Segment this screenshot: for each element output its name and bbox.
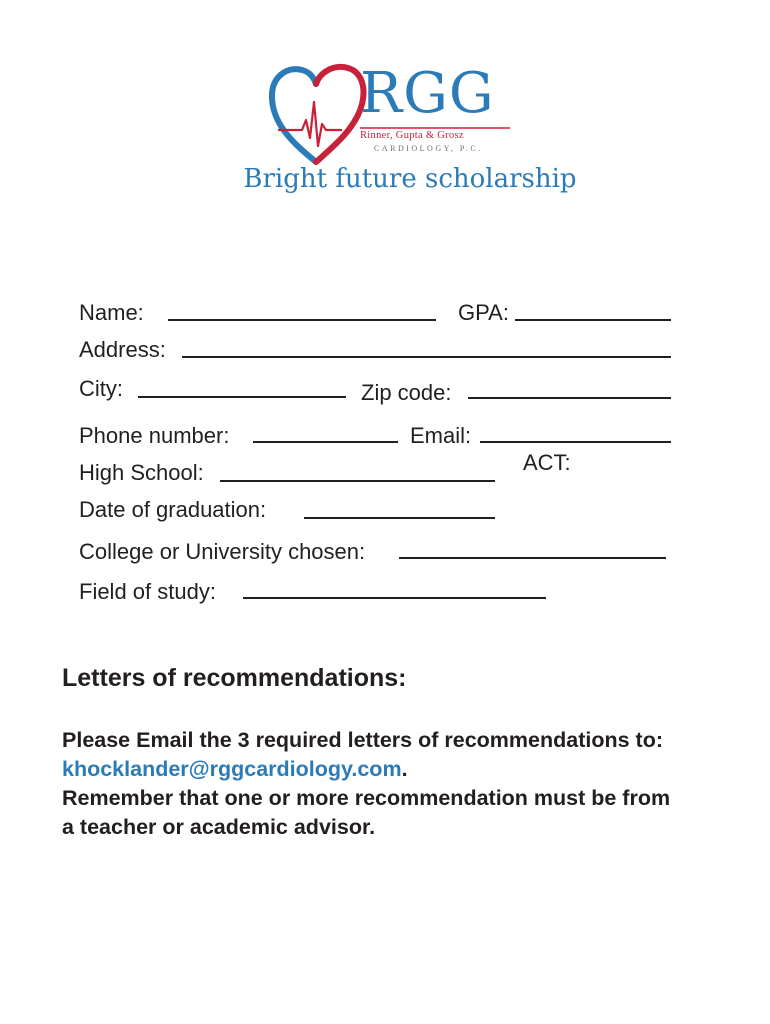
graduation-date-field[interactable] bbox=[304, 517, 495, 519]
email-suffix: . bbox=[401, 757, 408, 781]
logo-company-name: Rinner, Gupta & Grosz bbox=[360, 130, 464, 141]
logo-company-suffix: CARDIOLOGY, P.C. bbox=[374, 144, 483, 153]
recommendations-line2: Remember that one or more recommendation must be from a teacher or academic advisor. bbox=[62, 786, 671, 839]
name-label: Name: bbox=[79, 300, 144, 325]
heart-icon bbox=[268, 62, 368, 166]
name-field[interactable] bbox=[168, 319, 436, 321]
gpa-label: GPA: bbox=[458, 300, 509, 325]
logo-letters: RGG bbox=[360, 61, 495, 126]
college-label: College or University chosen: bbox=[79, 539, 366, 564]
zip-code-field[interactable] bbox=[468, 397, 671, 399]
recommendations-heading: Letters of recommendations: bbox=[62, 664, 407, 692]
phone-number-field[interactable] bbox=[253, 441, 398, 443]
recommendations-email-link[interactable]: khocklander@rggcardiology.com bbox=[62, 757, 402, 781]
phone-number-label: Phone number: bbox=[79, 423, 230, 448]
college-field[interactable] bbox=[399, 557, 666, 559]
high-school-field[interactable] bbox=[220, 480, 495, 482]
gpa-field[interactable] bbox=[515, 319, 671, 321]
email-field[interactable] bbox=[480, 441, 671, 443]
field-of-study-field[interactable] bbox=[243, 597, 546, 599]
rgg-logo bbox=[268, 62, 528, 172]
city-label: City: bbox=[79, 376, 123, 401]
recommendations-text bbox=[62, 726, 742, 842]
graduation-date-label: Date of graduation: bbox=[79, 497, 267, 522]
email-label: Email: bbox=[410, 423, 472, 448]
field-of-study-label: Field of study: bbox=[79, 579, 216, 604]
high-school-label: High School: bbox=[79, 460, 204, 485]
zip-code-label: Zip code: bbox=[361, 380, 452, 405]
act-label: ACT: bbox=[523, 450, 571, 475]
page-title: Bright future scholarship bbox=[243, 164, 577, 194]
address-label: Address: bbox=[79, 337, 166, 362]
city-field[interactable] bbox=[138, 396, 346, 398]
address-field[interactable] bbox=[182, 356, 671, 358]
recommendations-line1: Please Email the 3 required letters of recommendations to: bbox=[62, 728, 663, 752]
